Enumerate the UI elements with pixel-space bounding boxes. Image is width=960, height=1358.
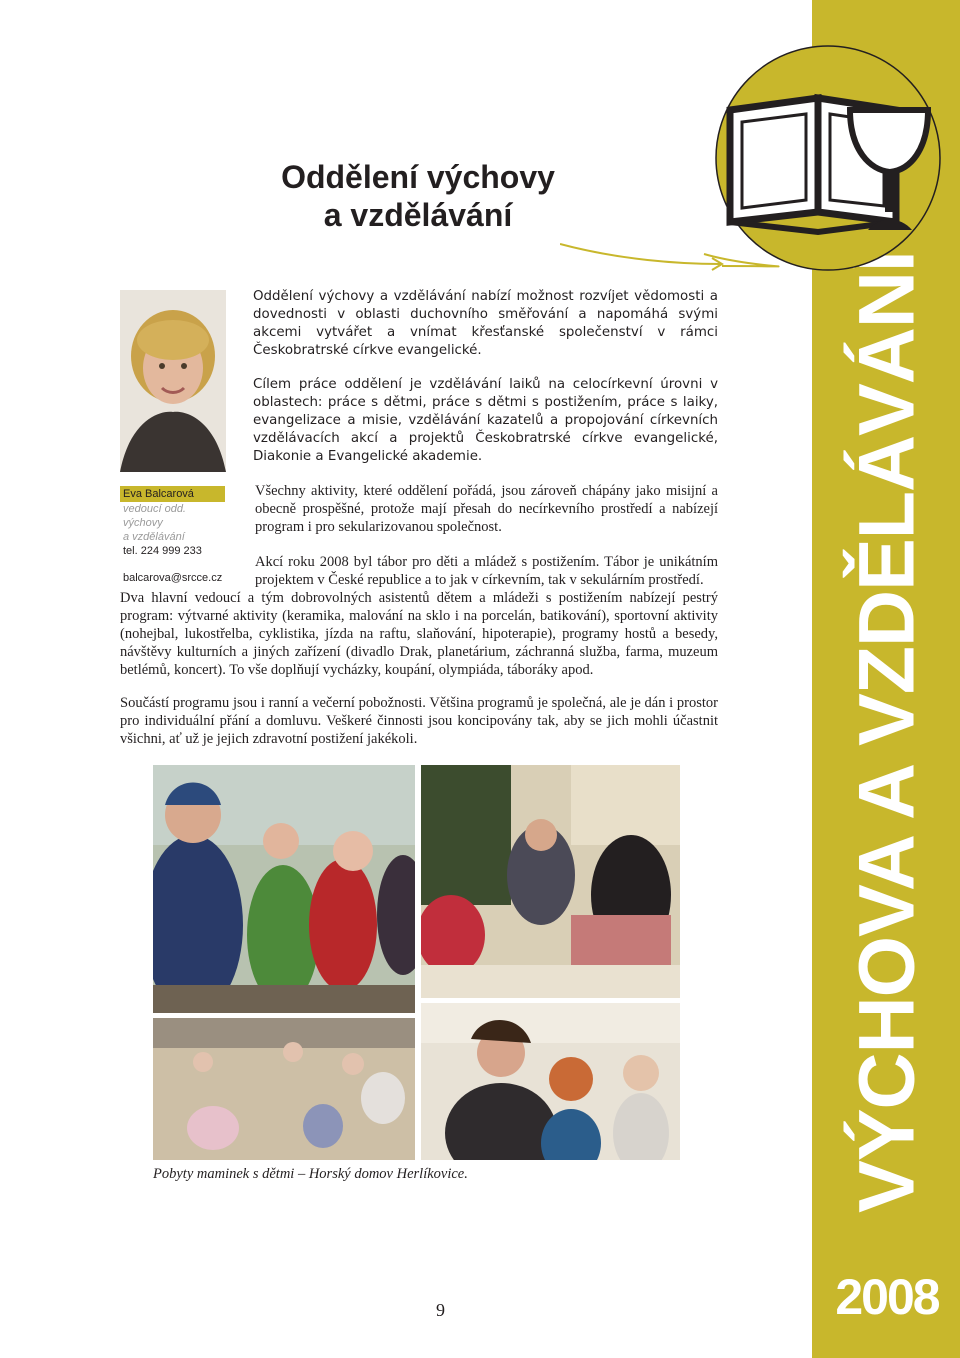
contact-email[interactable]: balcarova@srcce.cz: [123, 572, 223, 584]
page-title: [230, 158, 606, 234]
paragraph-camp-program: Dva hlavní vedoucí a tým dobrovolných asistentů dětem a mládeži s postižením nabízejí pestrý program: výtvarné aktivity (keramika, malování na sklo i na porcelán, batikování), sportovní aktivity (nohejbal, lukostřelba, cyklistika, jízda na raftu, slaňování, hipoterapie), programy hostů a besedy, návštěvy kulturních a jiných zařízení (divadlo Drak, planetárium, záchranná služba, farma, muzeum betlémů, koncert). To vše doplňují vycházky, koupání, olympiáda, táboráky apod.: [120, 590, 718, 678]
photo-crafts-room: [421, 765, 680, 998]
photo-face-painting: [421, 1003, 680, 1160]
book-chalice-logo: [700, 40, 960, 280]
photo-children-floor: [153, 1018, 415, 1160]
contact-role-2: a vzdělávání: [123, 531, 185, 543]
paragraph-activities: Všechny aktivity, které oddělení pořádá, jsou zároveň chápány jako misijní a obecně prospěšné, protože mají přesah do necírkevního prostředí a nabízejí program i pro sekularizovanou společnost.: [255, 483, 718, 535]
portrait-photo: [120, 290, 226, 472]
paragraph-devotions: Součástí programu jsou i ranní a večerní pobožnosti. Většina programů je společná, ale je dán i prostor pro individuální přání a domluvu. Veškeré činnosti jsou koncipovány tak, aby se jich mohli účastnit všichni, ať už je jejich zdravotní postižení jakékoli.: [120, 695, 718, 747]
paragraph-intro: Oddělení výchovy a vzdělávání nabízí možnost rozvíjet vědomosti a dovednosti v oblasti duchovního směřování a napomáhá svými akcemi vytvářet a vnímat křesťanské společenství v rámci Českobratrské církve evangelické.: [253, 289, 718, 358]
paragraph-camp-intro: Akcí roku 2008 byl tábor pro děti a mládež s postižením. Tábor je unikátním projektem v České republice a to jak v církevním, tak v sekulárním prostředí.: [255, 554, 718, 588]
photo-children-group: [153, 765, 415, 1013]
paragraph-goals: Cílem práce oddělení je vzdělávání laiků na celocírkevní úrovni v oblastech: práce s dětmi, práce s dětmi s postižením, práce s laiky, evangelizace a misie, vzdělávání kazatelů a propojování církevních vzdělávacích akcí a projektů Českobratrské církve evangelické, Diakonie a Evangelické akademie.: [253, 377, 718, 464]
contact-phone: tel. 224 999 233: [123, 545, 202, 557]
page-number: 9: [436, 1300, 445, 1320]
contact-box: [120, 486, 225, 585]
title-line-2: a vzdělávání: [323, 197, 513, 233]
side-band-title: VÝCHOVA A VZDĚLÁVÁNÍ: [841, 251, 931, 1213]
contact-name: Eva Balcarová: [120, 486, 225, 502]
contact-role-1: vedoucí odd. výchovy: [123, 503, 186, 529]
title-line-1: Oddělení výchovy: [281, 159, 555, 195]
photo-caption: Pobyty maminek s dětmi – Horský domov Herlíkovice.: [153, 1166, 468, 1182]
side-band-year: 2008: [835, 1269, 939, 1325]
decor-arrow: [560, 240, 730, 274]
